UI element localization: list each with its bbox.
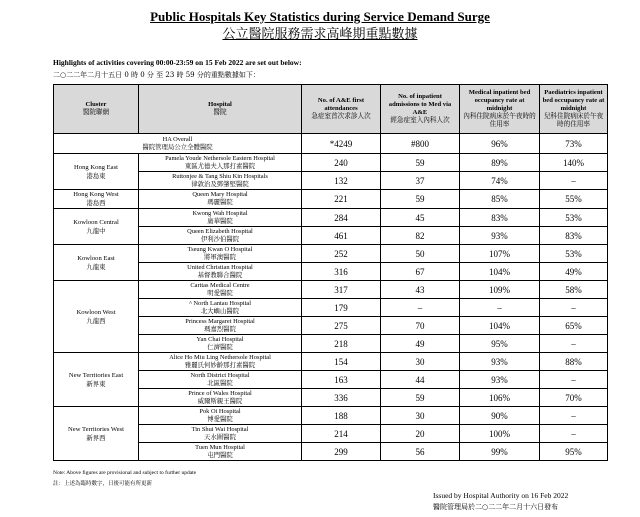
hospital-en: Tuen Mun Hospital (195, 443, 245, 451)
header-cluster-en: Cluster (85, 101, 107, 108)
hospital-en: Queen Mary Hospital (192, 191, 248, 198)
ae-attendances-cell: 218 (302, 335, 381, 353)
header-paed-zh: 兒科住院病床於午夜時的住用率 (543, 113, 604, 128)
hospital-en: Pok Oi Hospital (199, 407, 241, 415)
ae-attendances-cell: 154 (302, 353, 381, 371)
hospital-zh: 基督教聯合醫院 (197, 271, 243, 279)
ae-attendances-cell: 299 (302, 443, 381, 461)
hospital-cell (139, 245, 302, 263)
cluster-cell (54, 245, 139, 281)
table-row (54, 245, 608, 263)
ae-attendances-cell: 336 (302, 389, 381, 407)
hospital-en: Tin Shui Wai Hospital (191, 425, 249, 433)
medical-occupancy-cell: 74% (460, 172, 540, 190)
admissions-cell: 59 (381, 389, 460, 407)
header-med-en: Medical inpatient bed occupancy rate at midnight (468, 89, 531, 112)
cluster-zh: 九龍中 (86, 227, 106, 235)
hospital-en: ^ North Lantau Hospital (188, 299, 252, 307)
header-cluster-zh: 醫院聯網 (82, 109, 110, 116)
admissions-cell: 50 (381, 245, 460, 263)
paediatrics-occupancy-cell: 53% (540, 245, 608, 263)
medical-occupancy-cell: 104% (460, 317, 540, 335)
admissions-cell: 59 (381, 190, 460, 209)
medical-occupancy-cell: 89% (460, 154, 540, 172)
medical-occupancy-cell: – (460, 299, 540, 317)
cluster-zh: 新界西 (86, 434, 106, 442)
paediatrics-occupancy-cell: 49% (540, 263, 608, 281)
admissions-cell: 67 (381, 263, 460, 281)
header-adm-en: No. of inpatient admissions to Med via A&E (388, 93, 452, 116)
header-hospital-zh: 醫院 (213, 109, 227, 116)
hospital-cell (139, 227, 302, 245)
paediatrics-occupancy-cell: 140% (540, 154, 608, 172)
cluster-zh: 九龍西 (86, 317, 106, 325)
admissions-cell: 45 (381, 209, 460, 227)
ae-attendances-cell: 461 (302, 227, 381, 245)
cluster-cell (54, 209, 139, 245)
issued-zh: 醫院管理局於二○二二年二月十六日發布 (433, 503, 559, 511)
cluster-en: Kowloon Central (73, 218, 119, 226)
hospital-en: United Christian Hospital (187, 263, 253, 271)
hospital-en: Princess Margaret Hospital (185, 317, 255, 325)
table-row (54, 407, 608, 425)
cluster-cell (54, 353, 139, 407)
admissions-cell: 49 (381, 335, 460, 353)
hospital-cell (139, 335, 302, 353)
hospital-cell (139, 299, 302, 317)
overall-med: 96% (460, 134, 540, 154)
paediatrics-occupancy-cell: 53% (540, 209, 608, 227)
hospital-en: Pamela Youde Nethersole Eastern Hospital (165, 154, 275, 162)
hospital-zh: 北大嶼山醫院 (200, 307, 240, 315)
paediatrics-occupancy-cell: – (540, 371, 608, 389)
ae-attendances-cell: 132 (302, 172, 381, 190)
cluster-cell (54, 407, 139, 461)
hospital-zh: 威爾斯親王醫院 (197, 397, 243, 405)
hospital-en: North District Hospital (190, 371, 250, 379)
paediatrics-occupancy-cell: 70% (540, 389, 608, 407)
hospital-zh: 瑪麗醫院 (207, 199, 233, 206)
statistics-table (53, 84, 608, 461)
header-admissions (381, 85, 460, 134)
ae-attendances-cell: 163 (302, 371, 381, 389)
cluster-cell (54, 281, 139, 353)
paediatrics-occupancy-cell: 95% (540, 443, 608, 461)
medical-occupancy-cell: 109% (460, 281, 540, 299)
paediatrics-occupancy-cell: 58% (540, 281, 608, 299)
header-ae-attendances (302, 85, 381, 134)
hospital-cell (139, 281, 302, 299)
hospital-zh: 將軍澳醫院 (204, 253, 236, 261)
paediatrics-occupancy-cell: 65% (540, 317, 608, 335)
admissions-cell: – (381, 299, 460, 317)
title-zh: 公立醫院服務需求高峰期重點數據 (222, 27, 418, 42)
admissions-cell: 44 (381, 371, 460, 389)
cluster-en: New Territories West (68, 425, 124, 433)
admissions-cell: 70 (381, 317, 460, 335)
hospital-en: Alice Ho Miu Ling Nethersole Hospital (169, 353, 271, 361)
header-paed-en: Paediatrics inpatient bed occupancy rate at midnight (542, 89, 605, 112)
hospital-zh: 廣華醫院 (207, 217, 233, 225)
header-cluster (54, 85, 139, 134)
table-row (54, 154, 608, 172)
cluster-zh: 九龍東 (86, 263, 106, 271)
medical-occupancy-cell: 93% (460, 353, 540, 371)
hospital-cell (139, 263, 302, 281)
cluster-en: Hong Kong East (74, 163, 118, 171)
hospital-cell (139, 443, 302, 461)
ae-attendances-cell: 275 (302, 317, 381, 335)
paediatrics-occupancy-cell: – (540, 407, 608, 425)
hospital-cell (139, 353, 302, 371)
paediatrics-occupancy-cell: – (540, 425, 608, 443)
issued-en: Issued by Hospital Authority on 16 Feb 2022 (433, 491, 569, 500)
table-header-row (54, 85, 608, 134)
hospital-zh: 雅麗氏何妙齡那打素醫院 (184, 361, 256, 369)
ae-attendances-cell: 179 (302, 299, 381, 317)
medical-occupancy-cell: 104% (460, 263, 540, 281)
overall-zh: 醫院管理局公立全體醫院 (142, 143, 213, 151)
ae-attendances-cell: 316 (302, 263, 381, 281)
admissions-cell: 37 (381, 172, 460, 190)
header-med-zh: 內科住院病床於午夜時的住用率 (463, 113, 536, 128)
medical-occupancy-cell: 107% (460, 245, 540, 263)
header-hospital-en: Hospital (208, 101, 232, 108)
overall-paed: 73% (540, 134, 608, 154)
table-row (54, 190, 608, 209)
cluster-en: New Territories East (68, 371, 124, 379)
hospital-en: Yan Chai Hospital (196, 335, 244, 343)
note-zh: 註：上述為臨時數字，日後可能有所更新 (53, 481, 153, 487)
table-row (54, 281, 608, 299)
ae-attendances-cell: 188 (302, 407, 381, 425)
hospital-en: Kwong Wah Hospital (192, 209, 248, 217)
title-en: Public Hospitals Key Statistics during Service Demand Surge (150, 9, 490, 24)
hospital-zh: 屯門醫院 (207, 451, 233, 459)
ae-attendances-cell: 240 (302, 154, 381, 172)
ae-attendances-cell: 284 (302, 209, 381, 227)
header-ae-zh: 急症室首次求診人次 (311, 113, 371, 120)
medical-occupancy-cell: 106% (460, 389, 540, 407)
header-hospital (139, 85, 302, 134)
highlights-zh: 二○二二年二月十五日 0 時 0 分 至 23 時 59 分的重點數據如下： (53, 71, 260, 79)
hospital-en: Caritas Medical Centre (190, 281, 250, 289)
cluster-cell (54, 154, 139, 190)
note-en: Note: Above figures are provisional and subject to further update (53, 470, 197, 476)
hospital-zh: 北區醫院 (207, 379, 233, 387)
medical-occupancy-cell: 93% (460, 371, 540, 389)
overall-adm: #800 (381, 134, 460, 154)
cluster-en: Kowloon West (76, 308, 116, 316)
ae-attendances-cell: 221 (302, 190, 381, 209)
hospital-cell (139, 317, 302, 335)
table-row (54, 353, 608, 371)
hospital-zh: 仁濟醫院 (207, 343, 233, 351)
admissions-cell: 59 (381, 154, 460, 172)
header-ae-en: No. of A&E first attendances (317, 97, 365, 112)
overall-en: HA Overall (162, 135, 193, 143)
hospital-cell (139, 154, 302, 172)
hospital-cell (139, 389, 302, 407)
hospital-zh: 博愛醫院 (207, 415, 233, 423)
highlights-en: Highlights of activities covering 00:00-23:59 on 15 Feb 2022 are set out below: (53, 58, 302, 67)
ae-attendances-cell: 317 (302, 281, 381, 299)
medical-occupancy-cell: 85% (460, 190, 540, 209)
medical-occupancy-cell: 95% (460, 335, 540, 353)
paediatrics-occupancy-cell: – (540, 299, 608, 317)
hospital-zh: 明愛醫院 (207, 289, 233, 297)
medical-occupancy-cell: 100% (460, 425, 540, 443)
hospital-zh: 瑪嘉烈醫院 (204, 325, 236, 333)
admissions-cell: 82 (381, 227, 460, 245)
header-adm-zh: 經急症室入內科人次 (390, 117, 450, 124)
cluster-zh: 港島東 (86, 172, 106, 180)
table-body (54, 134, 608, 461)
cluster-zh: 港島西 (86, 200, 106, 207)
hospital-en: Prince of Wales Hospital (188, 389, 252, 397)
paediatrics-occupancy-cell: – (540, 172, 608, 190)
paediatrics-occupancy-cell: 55% (540, 190, 608, 209)
overall-label (54, 134, 302, 154)
hospital-cell (139, 190, 302, 209)
cluster-zh: 新界東 (86, 380, 106, 388)
hospital-zh: 天水圍醫院 (204, 433, 236, 441)
header-paediatrics-occupancy (540, 85, 608, 134)
hospital-zh: 伊利沙伯醫院 (200, 235, 240, 243)
paediatrics-occupancy-cell: 88% (540, 353, 608, 371)
hospital-zh: 東區尤德夫人那打素醫院 (184, 162, 256, 170)
overall-ae: *4249 (302, 134, 381, 154)
hospital-cell (139, 425, 302, 443)
admissions-cell: 56 (381, 443, 460, 461)
hospital-en: Tseung Kwan O Hospital (187, 245, 253, 253)
hospital-en: Ruttonjee & Tang Shiu Kin Hospitals (172, 172, 268, 180)
cluster-en: Hong Kong West (73, 191, 119, 198)
table-row (54, 209, 608, 227)
hospital-cell (139, 209, 302, 227)
admissions-cell: 30 (381, 407, 460, 425)
hospital-zh: 律敦治及鄧肇堅醫院 (191, 180, 249, 188)
ae-attendances-cell: 252 (302, 245, 381, 263)
header-medical-occupancy (460, 85, 540, 134)
medical-occupancy-cell: 93% (460, 227, 540, 245)
hospital-cell (139, 407, 302, 425)
admissions-cell: 43 (381, 281, 460, 299)
admissions-cell: 30 (381, 353, 460, 371)
hospital-cell (139, 371, 302, 389)
admissions-cell: 20 (381, 425, 460, 443)
table-row-overall (54, 134, 608, 154)
medical-occupancy-cell: 90% (460, 407, 540, 425)
paediatrics-occupancy-cell: 83% (540, 227, 608, 245)
hospital-cell (139, 172, 302, 190)
paediatrics-occupancy-cell: – (540, 335, 608, 353)
medical-occupancy-cell: 99% (460, 443, 540, 461)
cluster-cell (54, 190, 139, 209)
ae-attendances-cell: 214 (302, 425, 381, 443)
cluster-en: Kowloon East (77, 254, 115, 262)
medical-occupancy-cell: 83% (460, 209, 540, 227)
hospital-en: Queen Elizabeth Hospital (187, 227, 253, 235)
